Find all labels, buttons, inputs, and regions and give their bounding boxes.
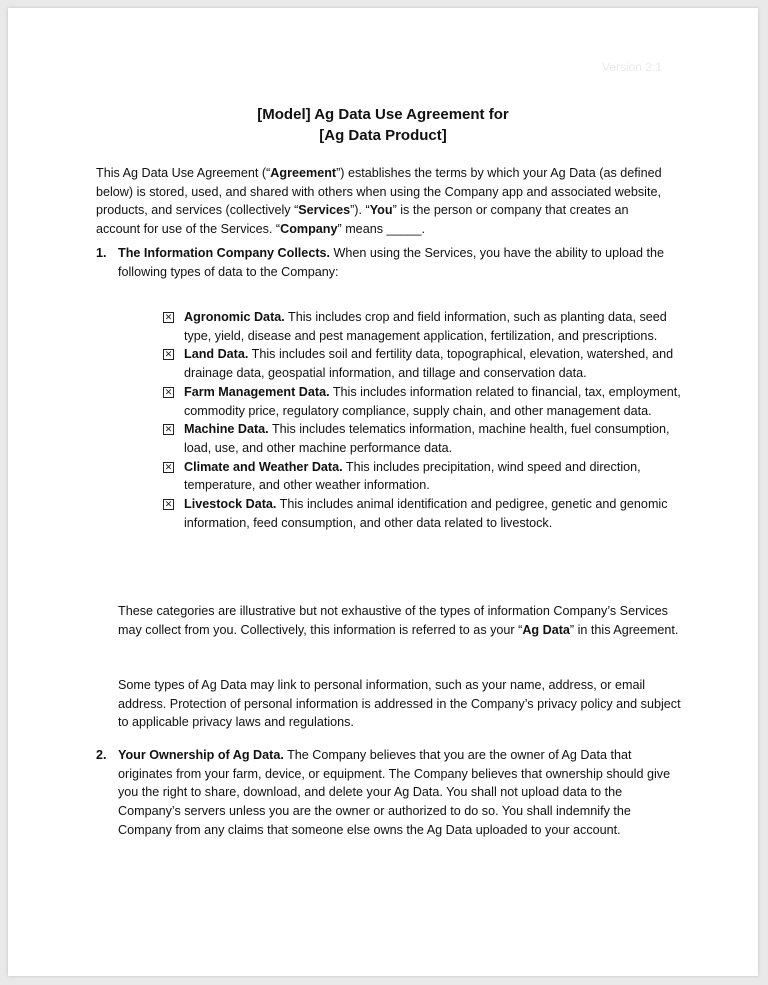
title-line-1: [Model] Ag Data Use Agreement for [257, 106, 509, 123]
section-number: 1. [96, 246, 107, 260]
document-title [8, 104, 758, 146]
intro-text: ”) establishes the terms by which your Ag Data (as defined below) is stored, used, and shared with others when using the Company app and associated website, products, and services (collectively “ [96, 166, 662, 218]
intro-text: This Ag Data Use Agreement (“ [96, 166, 271, 180]
section-heading: The Information Company Collects. [118, 246, 331, 260]
checkbox-checked-icon[interactable]: ✕ [164, 461, 173, 472]
list-item-agronomic [162, 308, 682, 345]
section-1 [96, 244, 681, 281]
checkbox-checked-icon[interactable]: ✕ [164, 349, 173, 360]
intro-text: ” is the person or company that creates an account for use of the Services. “ [96, 203, 629, 237]
item-description: This includes precipitation, wind speed and direction, temperature, and other weather information. [184, 459, 641, 493]
list-item-machine [162, 420, 682, 457]
paragraph-text: ” in this Agreement. [569, 622, 679, 637]
item-description: This includes information related to financial, tax, employment, commodity price, regulatory compliance, supply chain, and other management data. [184, 384, 681, 418]
term-company: Company [280, 222, 338, 237]
intro-paragraph [96, 164, 676, 239]
item-description: This includes telematics information, machine health, fuel consumption, load, use, and other machine performance data. [184, 422, 670, 455]
section-2 [96, 746, 681, 840]
intro-text: ” means _____. [337, 222, 426, 237]
item-name: Livestock Data. [184, 497, 277, 512]
section-heading: Your Ownership of Ag Data. [118, 748, 284, 762]
item-description: This includes animal identification and pedigree, genetic and genomic information, feed consumption, and other data related to livestock. [184, 497, 668, 530]
version-label: Version 2.1 [601, 60, 662, 74]
list-item-climate-weather [162, 458, 682, 495]
term-agreement: Agreement [270, 166, 337, 180]
section-number: 2. [96, 748, 107, 762]
term-ag-data: Ag Data [522, 622, 570, 637]
term-you: You [369, 203, 393, 218]
checkbox-checked-icon[interactable]: ✕ [164, 499, 173, 510]
item-description: This includes soil and fertility data, topographical, elevation, watershed, and drainage data, geospatial information, and tillage and conservation data. [184, 347, 674, 381]
section-text: The Company believes that you are the owner of Ag Data that originates from your farm, device, or equipment. The Company believes that ownership should give you the right to share, download, and delete your Ag Data. You shall not upload data to the Company’s servers unless you are the owner or authorized to do so. You shall indemnify the Company from any claims that someone else owns the Ag Data uploaded to your account. [118, 748, 671, 837]
checkbox-checked-icon[interactable]: ✕ [164, 312, 173, 322]
personal-info-paragraph: Some types of Ag Data may link to personal information, such as your name, address, or email address. Protection of personal information is addressed in the Company’s privacy policy and subject to applicable privacy laws and regulations. [118, 678, 681, 730]
list-item-farm-management [162, 383, 682, 420]
data-types-list [162, 308, 682, 532]
categories-paragraph [118, 602, 683, 639]
item-name: Land Data. [184, 347, 249, 362]
item-name: Farm Management Data. [184, 384, 330, 399]
term-services: Services [298, 203, 351, 218]
checkbox-checked-icon[interactable]: ✕ [164, 386, 173, 397]
document-page [8, 8, 758, 976]
section-text: When using the Services, you have the ability to upload the following types of data to the Company: [118, 246, 664, 279]
title-line-2: [Ag Data Product] [319, 127, 447, 144]
intro-text: ”). “ [350, 203, 370, 218]
checkbox-checked-icon[interactable]: ✕ [164, 424, 173, 435]
paragraph-text: These categories are illustrative but not exhaustive of the types of information Company’s Services may collect from you. Collectively, this information is referred to as your “ [118, 604, 668, 637]
item-name: Machine Data. [184, 422, 269, 437]
list-item-livestock [162, 495, 682, 532]
item-name: Climate and Weather Data. [184, 459, 343, 474]
list-item-land [162, 345, 682, 382]
item-description: This includes crop and field information, such as planting data, seed type, yield, disease and pest management application, fertilization, and prescriptions. [184, 310, 667, 343]
item-name: Agronomic Data. [184, 310, 285, 324]
